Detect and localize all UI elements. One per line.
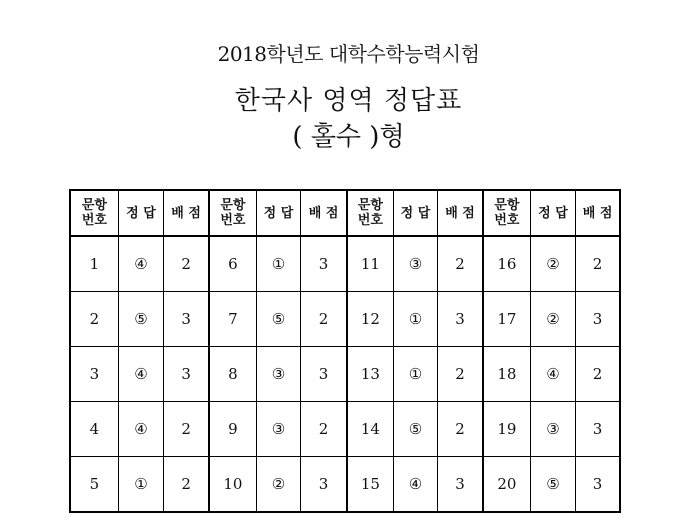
question-number-cell: 14 — [347, 402, 393, 457]
question-number-cell: 2 — [70, 292, 118, 347]
question-number-cell: 4 — [70, 402, 118, 457]
score-cell: 2 — [301, 292, 347, 347]
question-number-cell: 18 — [483, 347, 530, 402]
score-header: 배 점 — [576, 190, 620, 236]
score-cell: 3 — [576, 292, 620, 347]
question-number-cell: 7 — [209, 292, 256, 347]
answer-cell: ③ — [256, 347, 300, 402]
answer-cell: ⑤ — [118, 292, 163, 347]
score-cell: 2 — [164, 457, 209, 513]
score-cell: 2 — [576, 236, 620, 292]
question-number-cell: 16 — [483, 236, 530, 292]
score-cell: 3 — [576, 402, 620, 457]
question-number-cell: 12 — [347, 292, 393, 347]
answer-cell: ⑤ — [530, 457, 575, 513]
score-cell: 3 — [576, 457, 620, 513]
question-number-cell: 11 — [347, 236, 393, 292]
type-title: ( 홀수 )형 — [292, 122, 405, 152]
table-row — [70, 402, 620, 457]
question-number-cell: 17 — [483, 292, 530, 347]
answer-cell: ④ — [118, 236, 163, 292]
score-cell: 2 — [576, 347, 620, 402]
question-number-cell: 10 — [209, 457, 256, 513]
score-cell: 3 — [301, 236, 347, 292]
table-row — [70, 292, 620, 347]
question-number-cell: 13 — [347, 347, 393, 402]
answer-header: 정 답 — [530, 190, 575, 236]
answer-cell: ③ — [393, 236, 437, 292]
question-number-header: 문항번호 — [209, 190, 256, 236]
score-cell: 2 — [438, 236, 483, 292]
score-cell: 2 — [164, 402, 209, 457]
question-number-cell: 3 — [70, 347, 118, 402]
question-number-header: 문항번호 — [70, 190, 118, 236]
score-cell: 3 — [438, 292, 483, 347]
table-row — [70, 457, 620, 513]
answer-header: 정 답 — [256, 190, 300, 236]
answer-cell: ② — [530, 292, 575, 347]
answer-cell: ⑤ — [393, 402, 437, 457]
answer-header: 정 답 — [393, 190, 437, 236]
score-header: 배 점 — [164, 190, 209, 236]
answer-cell: ④ — [393, 457, 437, 513]
question-number-cell: 19 — [483, 402, 530, 457]
score-cell: 3 — [438, 457, 483, 513]
answer-cell: ④ — [118, 347, 163, 402]
exam-title: 2018학년도 대학수학능력시험 — [217, 42, 480, 66]
answer-table — [69, 189, 621, 513]
question-number-cell: 8 — [209, 347, 256, 402]
score-cell: 2 — [164, 236, 209, 292]
answer-cell: ④ — [118, 402, 163, 457]
score-cell: 3 — [164, 347, 209, 402]
subject-title: 한국사 영역 정답표 — [234, 86, 463, 116]
score-cell: 2 — [301, 402, 347, 457]
score-cell: 2 — [438, 347, 483, 402]
answer-cell: ① — [118, 457, 163, 513]
question-number-header: 문항번호 — [483, 190, 530, 236]
answer-cell: ⑤ — [256, 292, 300, 347]
question-number-cell: 15 — [347, 457, 393, 513]
score-cell: 3 — [301, 457, 347, 513]
table-header-row — [70, 190, 620, 236]
score-header: 배 점 — [438, 190, 483, 236]
answer-cell: ② — [530, 236, 575, 292]
answer-cell: ③ — [530, 402, 575, 457]
score-cell: 3 — [301, 347, 347, 402]
question-number-cell: 5 — [70, 457, 118, 513]
score-header: 배 점 — [301, 190, 347, 236]
answer-cell: ② — [256, 457, 300, 513]
answer-header: 정 답 — [118, 190, 163, 236]
table-row — [70, 347, 620, 402]
answer-cell: ① — [393, 347, 437, 402]
answer-cell: ① — [256, 236, 300, 292]
question-number-header: 문항번호 — [347, 190, 393, 236]
answer-cell: ③ — [256, 402, 300, 457]
question-number-cell: 1 — [70, 236, 118, 292]
question-number-cell: 9 — [209, 402, 256, 457]
question-number-cell: 6 — [209, 236, 256, 292]
answer-cell: ④ — [530, 347, 575, 402]
score-cell: 2 — [438, 402, 483, 457]
answer-cell: ① — [393, 292, 437, 347]
score-cell: 3 — [164, 292, 209, 347]
question-number-cell: 20 — [483, 457, 530, 513]
table-row — [70, 236, 620, 292]
